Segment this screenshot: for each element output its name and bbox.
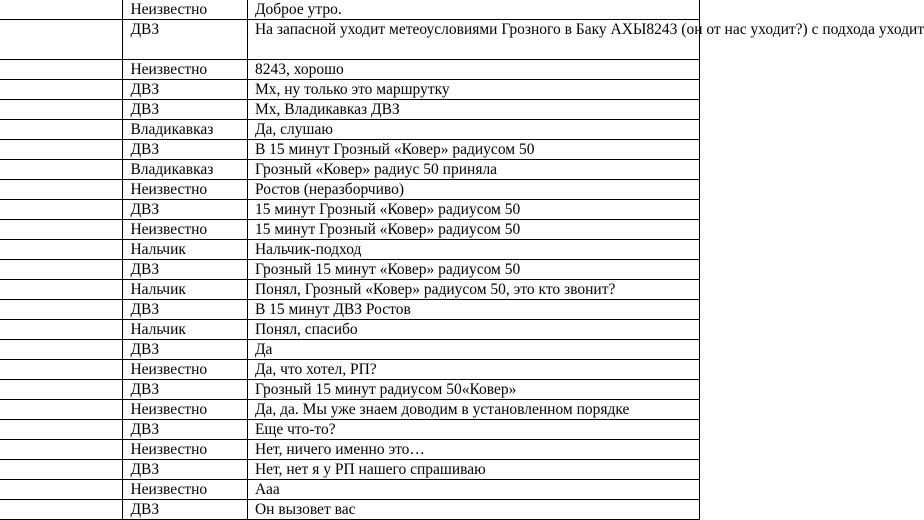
row-number-cell (0, 80, 123, 100)
table-row (0, 320, 700, 340)
speaker-cell: Неизвестно (123, 0, 247, 20)
table-row (0, 280, 700, 300)
message-cell: Грозный 15 минут «Ковер» радиусом 50 (247, 260, 699, 280)
message-cell: Да, да. Мы уже знаем доводим в установленном порядке (247, 400, 699, 420)
speaker-cell: Нальчик (123, 320, 247, 340)
row-number-cell (0, 300, 123, 320)
row-number-cell (0, 120, 123, 140)
row-number-cell (0, 260, 123, 280)
row-number-cell (0, 220, 123, 240)
speaker-cell: ДВЗ (123, 380, 247, 400)
speaker-cell: Неизвестно (123, 400, 247, 420)
speaker-cell: ДВЗ (123, 420, 247, 440)
row-number-cell (0, 180, 123, 200)
row-number-cell (0, 240, 123, 260)
message-cell: Нет, ничего именно это… (247, 440, 699, 460)
speaker-cell: ДВЗ (123, 260, 247, 280)
row-number-cell (0, 480, 123, 500)
row-number-cell (0, 380, 123, 400)
message-cell: В 15 минут Грозный «Ковер» радиусом 50 (247, 140, 699, 160)
table-row (0, 80, 700, 100)
speaker-cell: Неизвестно (123, 440, 247, 460)
message-cell: 15 минут Грозный «Ковер» радиусом 50 (247, 200, 699, 220)
speaker-cell: ДВЗ (123, 200, 247, 220)
speaker-cell: ДВЗ (123, 460, 247, 480)
message-cell: Мх, ну только это маршрутку (247, 80, 699, 100)
row-number-cell (0, 340, 123, 360)
row-number-cell (0, 200, 123, 220)
row-number-cell (0, 20, 123, 60)
speaker-cell: Владикавказ (123, 160, 247, 180)
table-row (0, 140, 700, 160)
speaker-cell: Нальчик (123, 240, 247, 260)
table-row (0, 340, 700, 360)
speaker-cell: Нальчик (123, 280, 247, 300)
row-number-cell (0, 160, 123, 180)
table-row (0, 400, 700, 420)
table-row (0, 480, 700, 500)
message-cell: В 15 минут ДВЗ Ростов (247, 300, 699, 320)
message-cell: Еще что-то? (247, 420, 699, 440)
table-row (0, 420, 700, 440)
table-row (0, 440, 700, 460)
table-row (0, 240, 700, 260)
table-row (0, 120, 700, 140)
message-cell: Ааа (247, 480, 699, 500)
message-cell: Да (247, 340, 699, 360)
row-number-cell (0, 460, 123, 480)
message-cell: 8243, хорошо (247, 60, 699, 80)
table-row (0, 300, 700, 320)
message-cell: Доброе утро. (247, 0, 699, 20)
table-row (0, 460, 700, 480)
table-row (0, 500, 700, 520)
message-cell: Ростов (неразборчиво) (247, 180, 699, 200)
message-cell: Он вызовет вас (247, 500, 699, 520)
table-row (0, 0, 700, 20)
table-row (0, 20, 700, 60)
speaker-cell: ДВЗ (123, 140, 247, 160)
table-row (0, 380, 700, 400)
row-number-cell (0, 400, 123, 420)
row-number-cell (0, 100, 123, 120)
message-cell: Нальчик-подход (247, 240, 699, 260)
table-row (0, 160, 700, 180)
row-number-cell (0, 140, 123, 160)
message-cell: Мх, Владикавказ ДВЗ (247, 100, 699, 120)
row-number-cell (0, 60, 123, 80)
speaker-cell: Неизвестно (123, 220, 247, 240)
speaker-cell: ДВЗ (123, 300, 247, 320)
table-row (0, 220, 700, 240)
speaker-cell: ДВЗ (123, 500, 247, 520)
speaker-cell: Неизвестно (123, 60, 247, 80)
table-row (0, 100, 700, 120)
message-cell: 15 минут Грозный «Ковер» радиусом 50 (247, 220, 699, 240)
row-number-cell (0, 280, 123, 300)
message-cell: Грозный «Ковер» радиус 50 приняла (247, 160, 699, 180)
speaker-cell: ДВЗ (123, 340, 247, 360)
table-row (0, 200, 700, 220)
speaker-cell: ДВЗ (123, 20, 247, 60)
table-row (0, 180, 700, 200)
message-cell: Понял, спасибо (247, 320, 699, 340)
row-number-cell (0, 420, 123, 440)
table-row (0, 60, 700, 80)
message-cell: Грозный 15 минут радиусом 50«Ковер» (247, 380, 699, 400)
speaker-cell: Владикавказ (123, 120, 247, 140)
message-cell: Понял, Грозный «Ковер» радиусом 50, это кто звонит? (247, 280, 699, 300)
row-number-cell (0, 0, 123, 20)
speaker-cell: ДВЗ (123, 100, 247, 120)
row-number-cell (0, 500, 123, 520)
message-cell: На запасной уходит метеоусловиями Грозного в Баку АХЫ8243 (он от нас уходит?) с подхода уходит (247, 20, 699, 60)
row-number-cell (0, 440, 123, 460)
message-cell: Нет, нет я у РП нашего спрашиваю (247, 460, 699, 480)
message-cell: Да, что хотел, РП? (247, 360, 699, 380)
speaker-cell: Неизвестно (123, 360, 247, 380)
message-cell: Да, слушаю (247, 120, 699, 140)
row-number-cell (0, 320, 123, 340)
table-row (0, 360, 700, 380)
speaker-cell: ДВЗ (123, 80, 247, 100)
row-number-cell (0, 360, 123, 380)
speaker-cell: Неизвестно (123, 180, 247, 200)
table-row (0, 260, 700, 280)
speaker-cell: Неизвестно (123, 480, 247, 500)
